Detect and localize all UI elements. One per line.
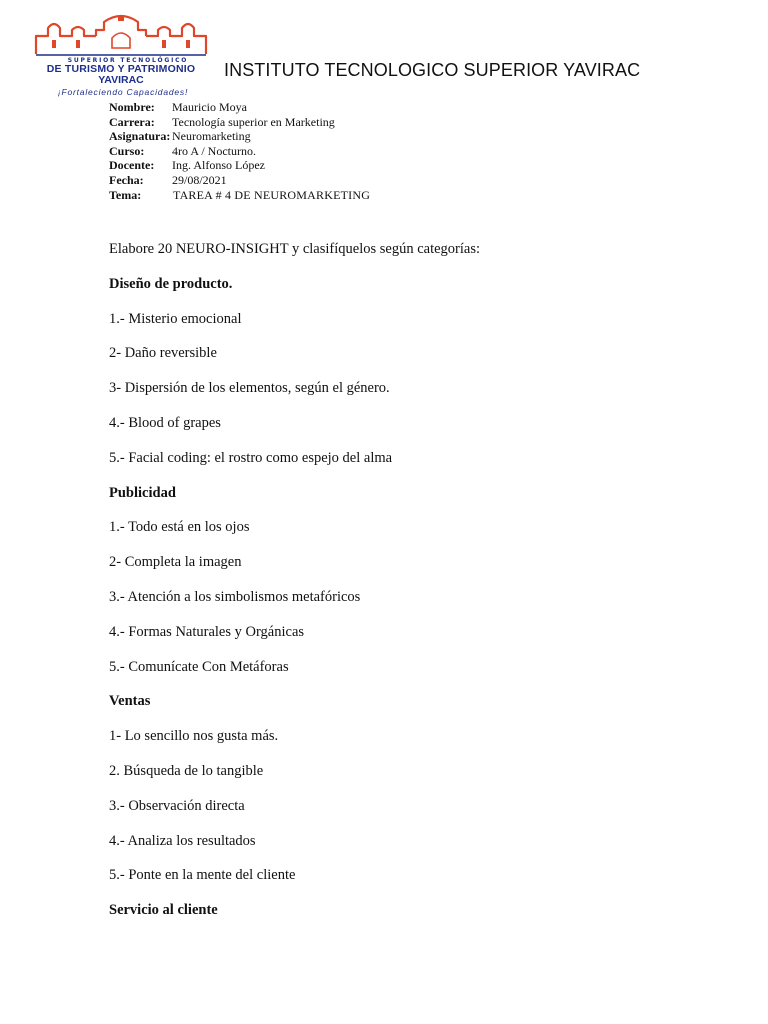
section-heading-ventas: Ventas xyxy=(109,693,151,710)
list-item: 3.- Observación directa xyxy=(109,797,245,814)
info-value: 29/08/2021 xyxy=(172,172,227,187)
list-item: 2- Completa la imagen xyxy=(109,554,242,571)
info-label: Fecha: xyxy=(109,172,144,187)
list-item: 5.- Ponte en la mente del cliente xyxy=(109,867,296,884)
section-heading-publicidad: Publicidad xyxy=(109,484,176,501)
info-value: Neuromarketing xyxy=(172,129,251,144)
info-label: Carrera: xyxy=(109,114,155,129)
section-heading-servicio: Servicio al cliente xyxy=(109,902,218,919)
list-item: 2- Daño reversible xyxy=(109,345,217,362)
document-body xyxy=(109,240,480,936)
section-heading-diseno: Diseño de producto. xyxy=(109,275,233,292)
info-label: Asignatura: xyxy=(109,129,171,144)
intro-paragraph: Elabore 20 NEURO-INSIGHT y clasifíquelos según categorías: xyxy=(109,241,481,257)
info-value: Ing. Alfonso López xyxy=(172,158,265,173)
institution-logo xyxy=(32,14,210,97)
building-skyline-icon xyxy=(32,14,210,60)
info-label: Curso: xyxy=(109,143,145,158)
list-item: 4.- Blood of grapes xyxy=(109,414,221,431)
info-label: Docente: xyxy=(109,158,155,173)
logo-tagline: ¡Fortaleciendo Capacidades! xyxy=(57,87,189,97)
info-value: Mauricio Moya xyxy=(172,100,247,114)
info-value: 4ro A / Nocturno. xyxy=(172,143,256,158)
list-item: 1.- Todo está en los ojos xyxy=(109,519,250,536)
info-label: Tema: xyxy=(109,187,142,202)
info-value: Tecnología superior en Marketing xyxy=(172,114,335,129)
list-item: 5.- Comunícate Con Metáforas xyxy=(109,658,289,675)
list-item: 1- Lo sencillo nos gusta más. xyxy=(109,728,279,745)
list-item: 3- Dispersión de los elementos, según el género. xyxy=(109,380,390,397)
logo-line1: SUPERIOR TECNOLÓGICO xyxy=(67,57,189,64)
institute-title: INSTITUTO TECNOLOGICO SUPERIOR YAVIRAC xyxy=(224,60,641,80)
list-item: 4.- Formas Naturales y Orgánicas xyxy=(109,623,305,640)
list-item: 1.- Misterio emocional xyxy=(109,310,242,327)
info-value: TAREA # 4 DE NEUROMARKETING xyxy=(173,187,371,202)
list-item: 3.- Atención a los simbolismos metafóricos xyxy=(109,588,361,605)
list-item: 2. Búsqueda de lo tangible xyxy=(109,762,264,779)
logo-line3: YAVIRAC xyxy=(98,74,144,86)
list-item: 5.- Facial coding: el rostro como espejo del alma xyxy=(109,449,393,466)
info-label: Nombre: xyxy=(109,100,155,114)
list-item: 4.- Analiza los resultados xyxy=(109,832,256,849)
logo-line2: DE TURISMO Y PATRIMONIO xyxy=(46,63,196,75)
